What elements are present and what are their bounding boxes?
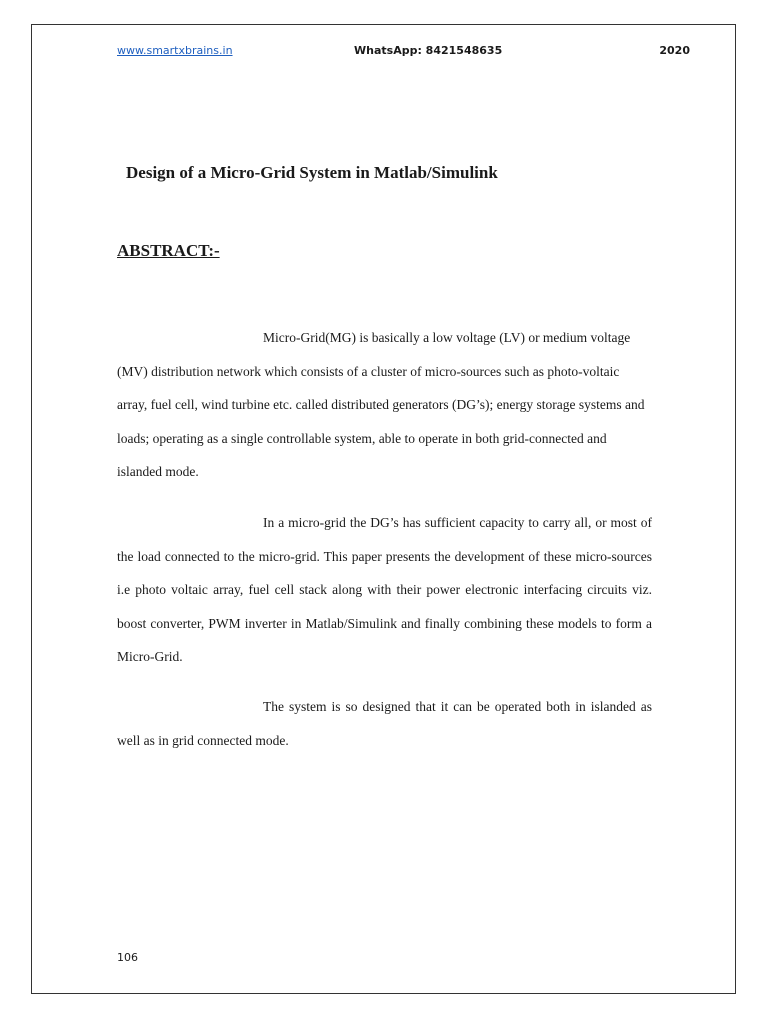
abstract-paragraph-1: Micro-Grid(MG) is basically a low voltage (LV) or medium voltage (MV) distribution network which consists of a cluster of micro-sources such as photo-voltaic array, fuel cell, wind turbine etc. called distributed generators (DG’s); energy storage systems and loads; operating as a single controllable system, able to operate in both grid-connected and islanded mode.: [117, 330, 645, 479]
abstract-paragraph-2: In a micro-grid the DG’s has sufficient capacity to carry all, or most of the load connected to the micro-grid. This paper presents the development of these micro-sources i.e photo voltaic array, fuel cell stack along with their power electronic interfacing circuits viz. boost converter, PWM inverter in Matlab/Simulink and finally combining these models to form a Micro-Grid.: [117, 515, 652, 664]
page-number: 106: [117, 951, 138, 964]
abstract-heading: ABSTRACT:-: [117, 241, 220, 260]
abstract-paragraph-3: The system is so designed that it can be operated both in islanded as well as in grid connected mode.: [117, 699, 652, 748]
whatsapp-contact: WhatsApp: 8421548635: [354, 44, 503, 57]
header-year: 2020: [659, 44, 690, 57]
document-title: Design of a Micro-Grid System in Matlab/Simulink: [126, 163, 498, 182]
page-header: [117, 44, 690, 62]
website-link[interactable]: www.smartxbrains.in: [117, 44, 233, 57]
